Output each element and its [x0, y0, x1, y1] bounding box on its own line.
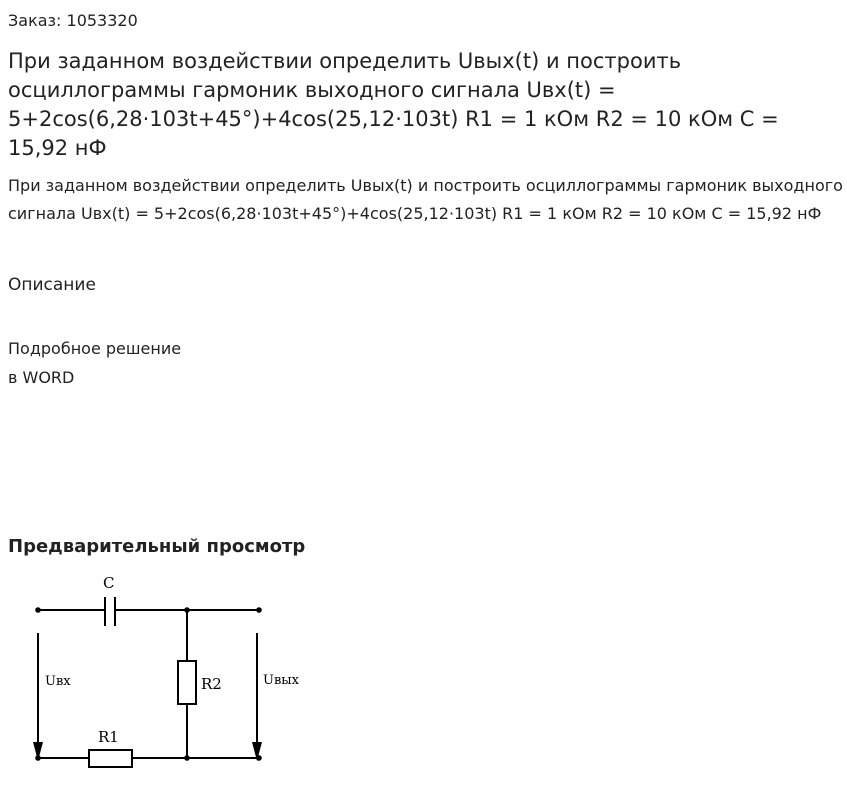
node-top [184, 607, 190, 613]
terminal-bottom-left [35, 755, 41, 761]
resistor-r1 [89, 750, 132, 767]
resistor-r2 [178, 661, 196, 704]
page-lead-text: При заданном воздействии определить Uвых(t) и построить осциллограммы гармоник выходного сигнала Uвх(t) = 5+2cos(6,28·103t+45°)+4cos(25,12·103t) R1 = 1 кОм R2 = 10 кОм С = 15,92 нФ [8, 176, 843, 223]
label-capacitor: C [103, 574, 115, 592]
label-uin: Uвх [45, 674, 71, 689]
circuit-diagram-image [0, 568, 320, 783]
terminal-top-right [256, 607, 262, 613]
label-r1: R1 [98, 728, 119, 746]
label-r2: R2 [201, 675, 222, 693]
description-line: Подробное решение [8, 339, 182, 358]
label-uout: Uвых [263, 673, 299, 688]
preview-heading: Предварительный просмотр [8, 536, 306, 557]
order-number: Заказ: 1053320 [8, 11, 138, 30]
page-title: При заданном воздействии определить Uвых(t) и построить осциллограммы гармоник выходного сигнала Uвх(t) = 5+2cos(6,28·103t+45°)+4cos(25,12·103t) R1 = 1 кОм R2 = 10 кОм С = 15,92 нФ [8, 49, 779, 160]
description-label: Описание [8, 275, 96, 295]
description-line: в WORD [8, 368, 75, 387]
terminal-bottom-right [256, 755, 262, 761]
description-text [8, 334, 308, 392]
terminal-top-left [35, 607, 41, 613]
node-bottom [184, 755, 190, 761]
